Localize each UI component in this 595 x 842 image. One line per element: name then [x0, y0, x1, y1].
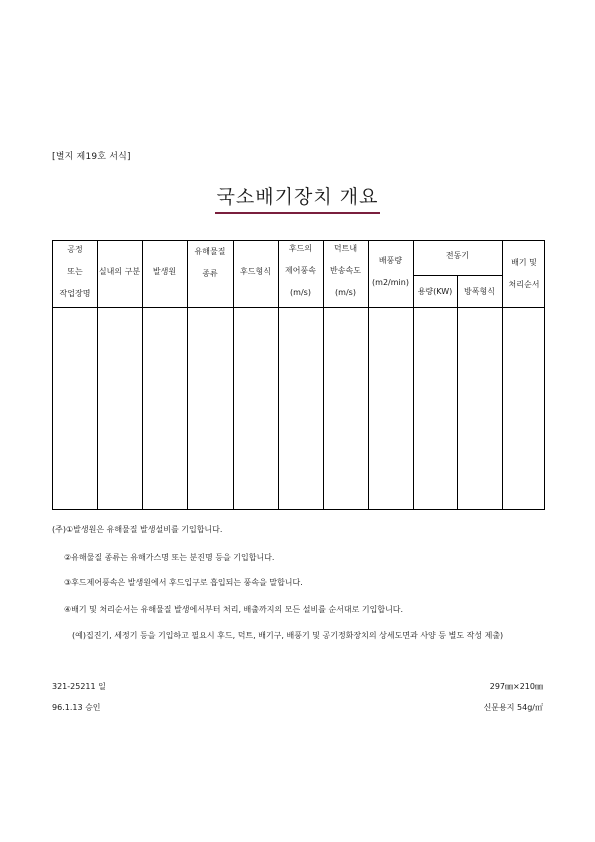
- header-hood-velocity: 후드의 제어풍속 (m/s): [285, 244, 316, 297]
- note-5: (예)집진기, 세정기 등을 기입하고 필요시 후드, 덕트, 배기구, 배풍기 및 공기정화장치의 상세도면과 사양 등 별도 작성 제출): [72, 631, 504, 640]
- form-label: [별지 제19호 서식]: [52, 152, 131, 162]
- header-source: 발생원: [152, 267, 177, 276]
- note-1: (주)①발생원은 유해물질 발생설비를 기입합니다.: [52, 525, 223, 534]
- col-divider: [457, 275, 458, 509]
- header-hazard-type: 유해물질 종류: [194, 247, 226, 278]
- header-process: 공정 또는 작업장명: [59, 245, 91, 298]
- approval-date: 96.1.13 승인: [52, 703, 101, 712]
- header-duct-velocity: 덕트내 반송속도 (m/s): [330, 244, 361, 297]
- paper-type: 신문용지 54g/㎡: [483, 703, 543, 712]
- header-indoor-division: 실내의 구분: [98, 267, 141, 276]
- note-2: ②유해물질 종류는 유해가스명 또는 분진명 등을 기입합니다.: [64, 553, 275, 562]
- summary-table: [52, 240, 545, 510]
- header-exhaust-order: 배기 및 처리순서: [508, 258, 540, 289]
- header-motor-capacity: 용량(KW): [417, 287, 453, 296]
- page-title: 국소배기장치 개요: [215, 182, 381, 214]
- note-3: ③후드제어풍속은 발생원에서 후드입구로 흡입되는 풍속을 말합니다.: [64, 578, 303, 587]
- header-divider: [53, 307, 544, 308]
- form-code: 321-25211 일: [52, 682, 106, 691]
- header-air-volume: 배풍량 (m2/min): [372, 256, 409, 287]
- header-motor: 전동기: [445, 251, 470, 260]
- page-title-wrap: [0, 182, 595, 214]
- header-explosion-proof: 방폭형식: [464, 287, 495, 296]
- header-hood-type: 후드형식: [240, 267, 271, 276]
- paper-size: 297㎜×210㎜: [489, 682, 543, 691]
- note-4: ④배기 및 처리순서는 유해물질 발생에서부터 처리, 배출까지의 모든 설비를 순서대로 기입합니다.: [64, 605, 404, 614]
